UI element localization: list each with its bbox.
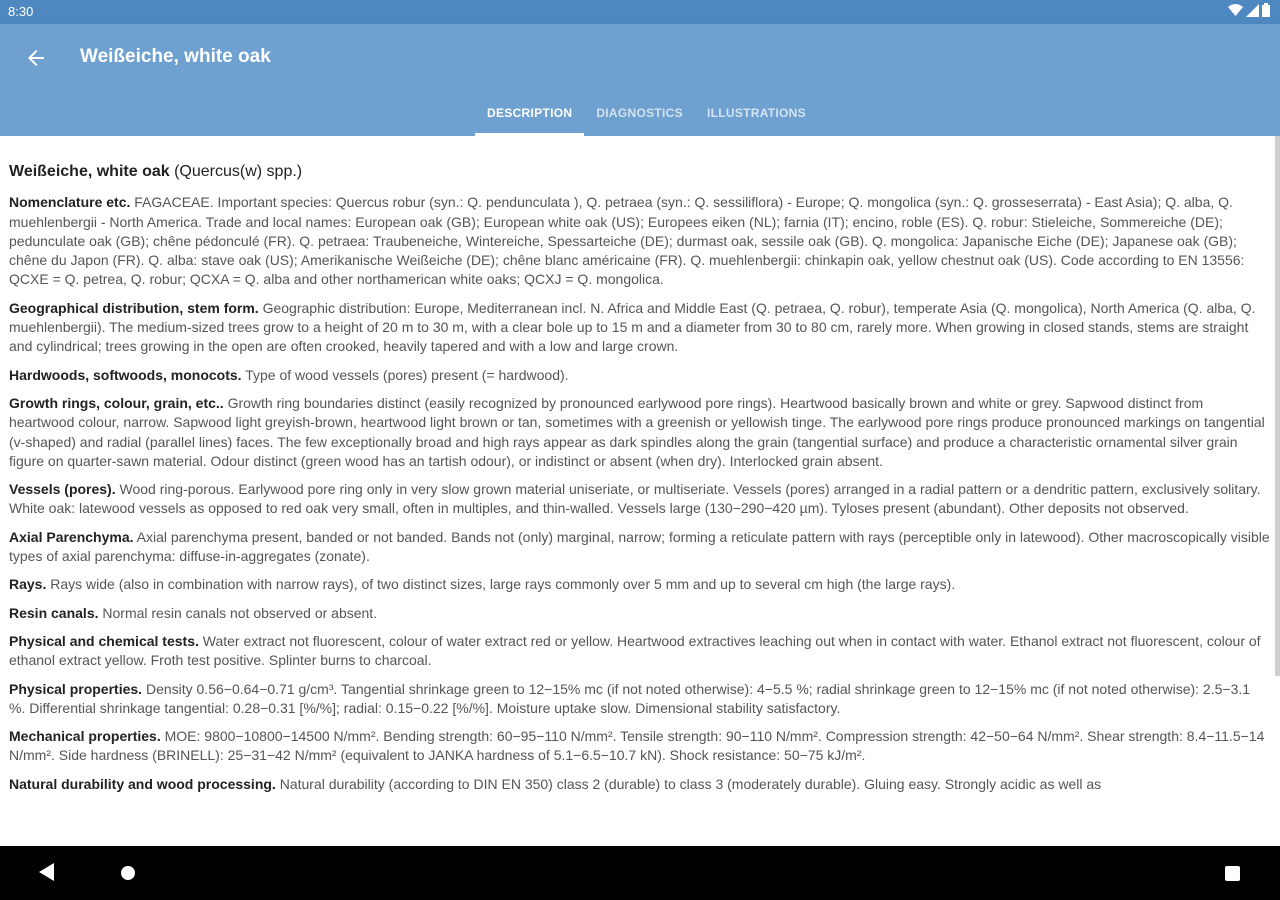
doc-heading (9, 162, 1270, 181)
doc-heading-species: (Quercus(w) spp.) (169, 163, 303, 180)
section-growth-rings (9, 394, 1270, 471)
section-vessels (9, 480, 1270, 519)
section-text: Axial parenchyma present, banded or not banded. Bands not (only) marginal, narrow; forming a reticulate pattern with rays (perceptible only in latewood). Other macroscopically visible types of axial parenchyma: diffuse-in-aggregates (zonate). (9, 528, 1270, 565)
tab-diagnostics[interactable]: DIAGNOSTICS (596, 106, 683, 120)
section-text: MOE: 9800−10800−14500 N/mm². Bending strength: 60−95−110 N/mm². Tensile strength: 90−110 N/mm². Compression strength: 42−50−64 N/mm². Shear strength: 8.4−11.5−14 N/mm². Side hardness (BRINELL): 25−31−42 N/mm² (equivalent to JANKA hardness of 5.1−6.5−10.7 kN). Shock resistance: 50−75 kJ/m². (9, 728, 1265, 764)
section-text: Growth ring boundaries distinct (easily recognized by pronounced earlywood pore rings). Heartwood basically brown and white or grey. Sapwood distinct from heartwood colour, narrow. Sapwood light greyish-brown, heartwood light brown or tan, sometimes with a greenish or yellowish tinge. The earlywood pore rings produce pronounced markings on tangential (v-shaped) and radial (parallel lines) faces. The few exceptionally broad and high rays appear as dark spindles along the grain (tangential surface) and produce a characteristic ornamental silver grain figure on quarter-sawn material. Odour distinct (green wood has an tartish odour), or indistinct or absent (when dry). Interlocked grain absent. (9, 394, 1265, 469)
arrow-back-icon (27, 49, 45, 67)
tab-bar (475, 94, 818, 136)
section-label: Natural durability and wood processing. (9, 775, 276, 792)
scrollbar[interactable] (1275, 136, 1280, 676)
nav-recents-icon[interactable] (1225, 866, 1240, 881)
wifi-icon (1228, 4, 1243, 17)
section-label: Mechanical properties. (9, 728, 161, 745)
section-label: Vessels (pores). (9, 481, 116, 498)
section-label: Nomenclature etc. (9, 194, 131, 211)
back-button[interactable] (22, 44, 50, 72)
section-label: Axial Parenchyma. (9, 528, 134, 545)
section-geographical-distribution (9, 299, 1270, 357)
section-axial-parenchyma (9, 528, 1270, 567)
section-label: Physical and chemical tests. (9, 632, 199, 649)
section-rays (9, 575, 1270, 594)
nav-back-icon (39, 863, 55, 881)
tab-description[interactable]: DESCRIPTION (475, 94, 584, 136)
section-text: Wood ring-porous. Earlywood pore ring only in very slow grown material uniseriate, or multiseriate. Vessels (pores) arranged in a radial pattern or a dendritic pattern, exclusively solitary. White oak: latewood vessels as opposed to red oak very small, often in multiples, and thin-walled. Vessels large (130−290−420 µm). Tyloses present (abundant). Other deposits not observed. (9, 481, 1261, 517)
doc-heading-name: Weißeiche, white oak (9, 163, 170, 180)
section-label: Resin canals. (9, 604, 99, 621)
section-text: Water extract not fluorescent, colour of water extract red or yellow. Heartwood extractives leaching out when in contact with water. Ethanol extract not fluorescent, colour of ethanol extract yellow. Froth test positive. Splinter burns to charcoal. (9, 632, 1261, 669)
section-wood-type (9, 366, 1270, 385)
status-time: 8:30 (8, 4, 34, 19)
section-label: Physical properties. (9, 680, 143, 697)
signal-icon (1246, 4, 1259, 17)
section-text: Normal resin canals not observed or absent. (98, 604, 378, 621)
page-title: Weißeiche, white oak (80, 46, 271, 67)
section-resin-canals (9, 604, 1270, 623)
section-text: FAGACEAE. Important species: Quercus robur (syn.: Q. pendunculata ), Q. petraea (syn.: Q. sessiliflora) - Europe; Q. mongolica (syn.: Q. grosseserrata) - East Asia); Q. alba, Q. muehlenbergii - North America. Trade and local names: European oak (GB); European white oak (US); Europees eiken (NL); farnia (IT); encino, roble (ES). Q. robur: Stieleiche, Sommereiche (DE); pedunculate oak (GB); chêne pédonculé (FR). Q. petraea: Traubeneiche, Wintereiche, Spessarteiche (DE); durmast oak, sessile oak (GB). Q. mongolica: Japanische Eiche (DE); Japanese oak (GB); chêne du Japon (FR). Q. alba: stave oak (US); Amerikanische Weißeiche (DE); chêne blanc américaine (FR). Q. muehlenbergii: chinkapin oak, yellow chestnut oak (US). Code according to EN 13556: QCXE = Q. petrea, Q. robur; QCXA = Q. alba and other northamerican white oaks; QCXJ = Q. mongolica. (9, 194, 1245, 288)
section-nomenclature (9, 193, 1270, 289)
section-durability (9, 775, 1270, 794)
section-text: Rays wide (also in combination with narrow rays), of two distinct sizes, large rays commonly over 5 mm and up to several cm high (the large rays). (46, 576, 956, 593)
description-content[interactable] (0, 136, 1280, 846)
app-bar (0, 24, 1280, 136)
nav-back-button[interactable] (39, 863, 55, 886)
status-bar (0, 0, 1280, 24)
section-text: Type of wood vessels (pores) present (= hardwood). (241, 366, 569, 383)
section-text: Geographic distribution: Europe, Mediterranean incl. N. Africa and Middle East (Q. petraea, Q. robur), temperate Asia (Q. mongolica), North America (Q. alba, Q. muehlenbergii). The medium-sized trees grow to a height of 20 m to 30 m, with a clear bole up to 15 m and a diameter from 30 to 80 cm, rarely more. When growing in closed stands, stems are straight and cylindrical; trees growing in the open are often crooked, heavily tapered and with a low and large crown. (9, 299, 1256, 355)
navigation-bar (0, 846, 1280, 900)
section-chemical-tests (9, 632, 1270, 671)
section-label: Rays. (9, 576, 47, 593)
tab-illustrations[interactable]: ILLUSTRATIONS (706, 106, 806, 120)
nav-home-icon[interactable] (121, 866, 135, 880)
section-text: Natural durability (according to DIN EN 350) class 2 (durable) to class 3 (moderately durable). Gluing easy. Strongly acidic as well as (275, 775, 1102, 792)
section-label: Growth rings, colour, grain, etc.. (9, 394, 224, 411)
section-text: Density 0.56−0.64−0.71 g/cm³. Tangential shrinkage green to 12−15% mc (if not noted otherwise): 4−5.5 %; radial shrinkage green to 12−15% mc (if not noted otherwise): 2.5−3.1 %. Differential shrinkage tangential: 0.28−0.31 [%/%]; radial: 0.15−0.22 [%/%]. Moisture uptake slow. Dimensional stability satisfactory. (9, 680, 1251, 716)
battery-icon (1262, 3, 1270, 17)
status-icons (1228, 3, 1270, 17)
section-label: Geographical distribution, stem form. (9, 299, 259, 316)
section-mechanical-properties (9, 727, 1270, 766)
section-label: Hardwoods, softwoods, monocots. (9, 366, 242, 383)
section-physical-properties (9, 680, 1270, 719)
